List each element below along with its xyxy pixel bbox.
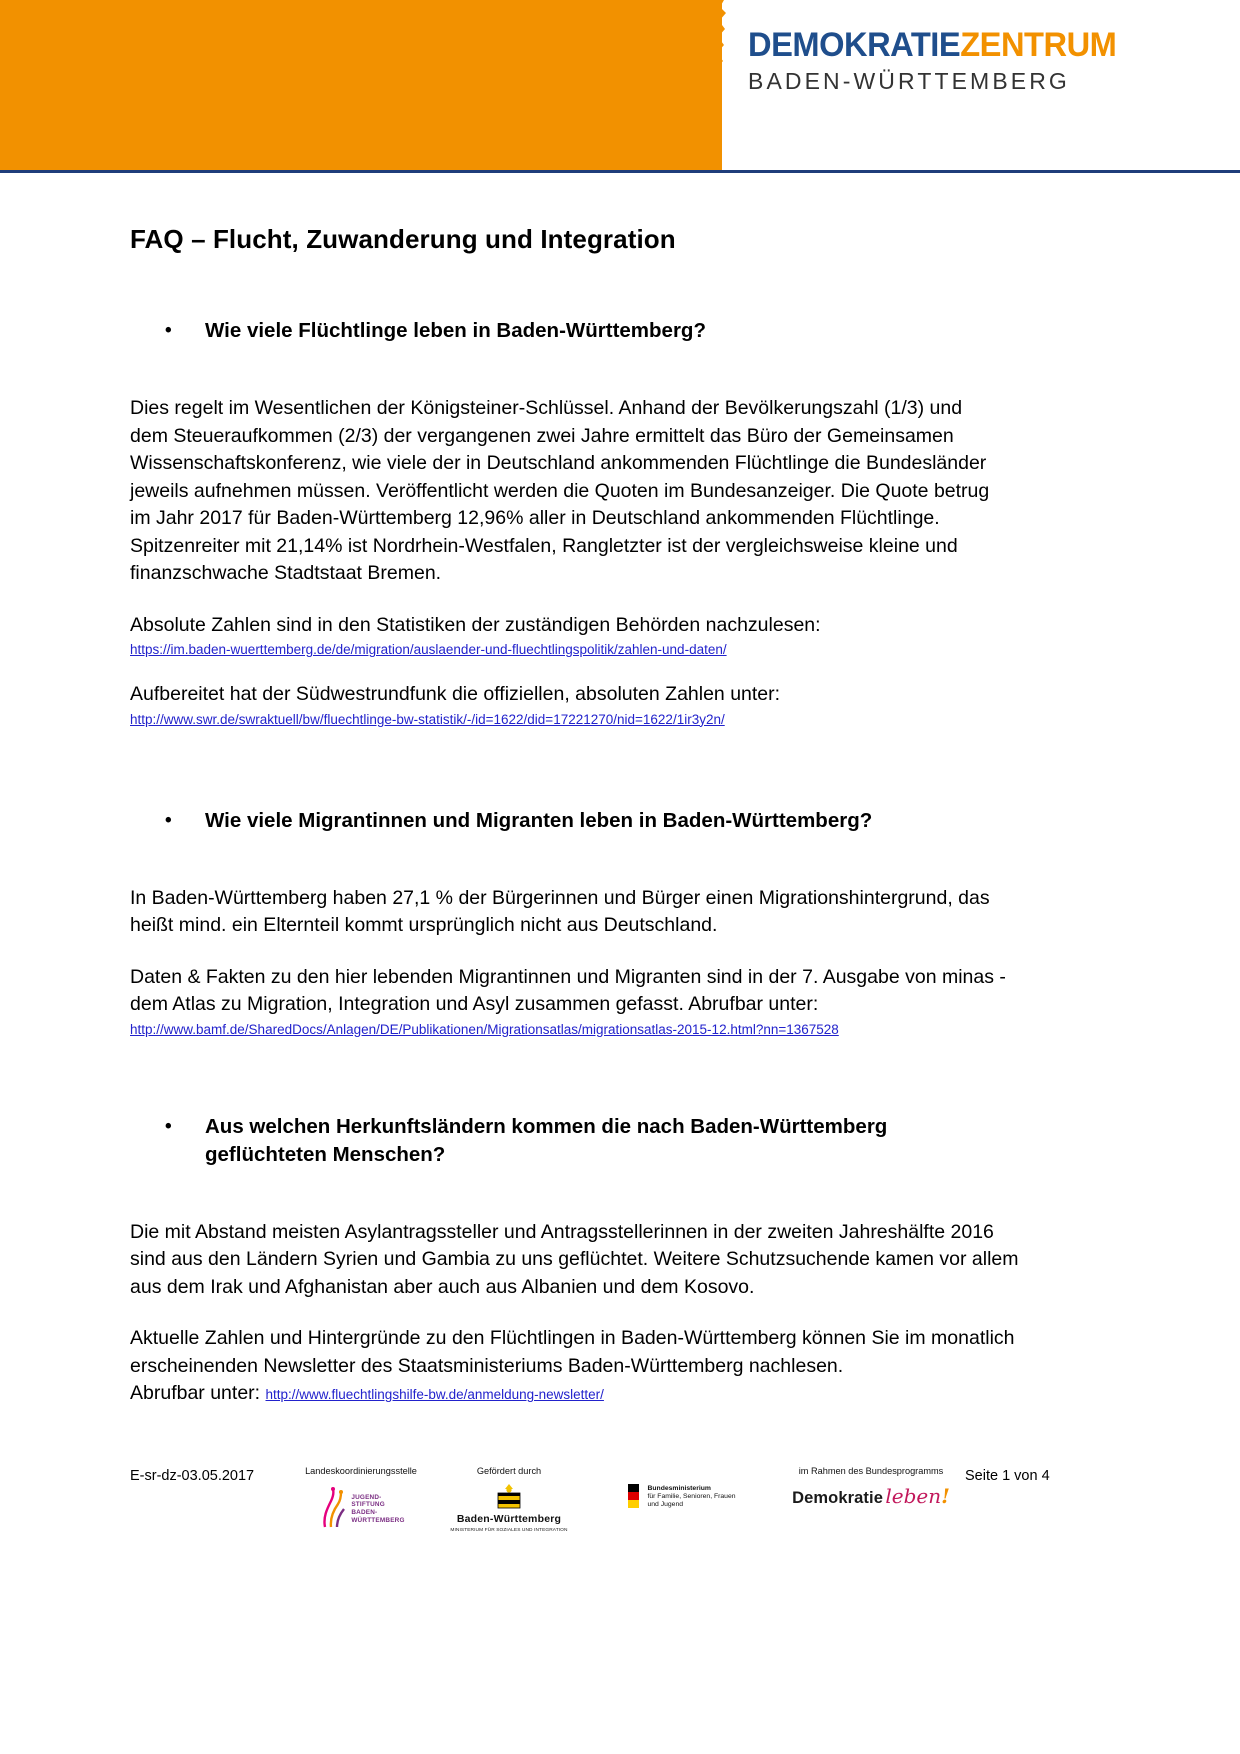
faq-question-3	[165, 1113, 1000, 1169]
footer-logo3-line1: Bundesministerium	[647, 1484, 711, 1492]
faq-link-1-1[interactable]: https://im.baden-wuerttemberg.de/de/migration/auslaender-und-fluechtlingspolitik/zahlen-und-daten/	[130, 642, 727, 657]
faq-link-2-1[interactable]: http://www.bamf.de/SharedDocs/Anlagen/DE/Publikationen/Migrationsatlas/migrationsatlas-2015-12.html?nn=1367528	[130, 1021, 839, 1037]
footer-logo-land-bw	[434, 1466, 584, 1536]
baden-wuerttemberg-crest-icon	[492, 1483, 526, 1511]
footer-logo1-name-line4: WÜRTTEMBERG	[351, 1516, 405, 1524]
bullet-icon: •	[165, 320, 172, 341]
faq-question-2-text: Wie viele Migrantinnen und Migranten leben in Baden-Württemberg?	[205, 808, 873, 832]
german-flag-icon	[626, 1482, 642, 1512]
footer-logo-demokratie-leben	[776, 1466, 966, 1506]
header-orange-band	[0, 0, 722, 170]
faq-section-3	[0, 1113, 1240, 1409]
page-title: FAQ – Flucht, Zuwanderung und Integration	[130, 224, 676, 254]
faq-answer-1-paragraph-1: Dies regelt im Wesentlichen der Königsteiner-Schlüssel. Anhand der Bevölkerungszahl (1/3) und dem Steueraufkommen (2/3) der vergangenen zwei Jahre ermittelt das Büro der Gemeinsamen Wissenschaftskonferenz, wie viele der in Deutschland ankommenden Flüchtlinge die Bundesländer jeweils aufnehmen müssen. Veröffentlicht werden die Quoten im Bundesanzeiger. Die Quote betrug im Jahr 2017 für Baden-Württemberg 12,96% aller in Deutschland ankommenden Flüchtlinge. Spitzenreiter mit 21,14% ist Nordrhein-Westfalen, Rangletzter ist der vergleichsweise kleine und finanzschwache Stadtstaat Bremen.	[130, 397, 990, 584]
jugendstiftung-mark-icon	[317, 1487, 347, 1531]
footer-logo-strip	[286, 1448, 950, 1556]
footer-document-code: E-sr-dz-03.05.2017	[130, 1468, 255, 1484]
footer-logo3-line2: für Familie, Senioren, Frauen	[647, 1492, 736, 1500]
organization-logo	[748, 26, 1218, 95]
faq-link-3-1[interactable]: http://www.fluechtlingshilfe-bw.de/anmeldung-newsletter/	[265, 1387, 604, 1402]
faq-answer-3-paragraph-2: Aktuelle Zahlen und Hintergründe zu den Flüchtlingen in Baden-Württemberg können Sie im monatlich erscheinenden Newsletter des Staatsministeriums Baden-Württemberg nachlesen.	[130, 1327, 1015, 1377]
footer-logo1-name-line3: BADEN-	[351, 1509, 378, 1516]
footer-logo4-name-part3: !	[941, 1484, 950, 1508]
torn-edge-decoration	[700, 0, 734, 170]
footer-logo4-caption: im Rahmen des Bundesprogramms	[798, 1466, 944, 1476]
logo-zentrum-text: ZENTRUM	[960, 26, 1117, 64]
logo-demokratie-text: DEMOKRATIE	[748, 26, 961, 64]
faq-question-1	[165, 317, 1070, 345]
footer-page-number: Seite 1 von 4	[965, 1468, 1050, 1484]
bullet-icon: •	[165, 809, 172, 831]
logo-wordmark	[748, 26, 1199, 64]
faq-link-1-2[interactable]: http://www.swr.de/swraktuell/bw/fluechtlinge-bw-statistik/-/id=1622/did=17221270/nid=1622/1ir3y2n/	[130, 711, 725, 727]
faq-answer-3-paragraph-3	[130, 1380, 1002, 1409]
faq-answer-3-link-label: Abrufbar unter:	[130, 1382, 261, 1404]
footer-logo2-sub: MINISTERIUM FÜR SOZIALES UND INTEGRATION	[450, 1528, 568, 1533]
footer-logo1-caption: Landeskoordinierungsstelle	[305, 1466, 417, 1476]
faq-section-2	[0, 807, 1240, 1039]
faq-answer-1-paragraph-3: Aufbereitet hat der Südwestrundfunk die offiziellen, absoluten Zahlen unter:	[130, 683, 781, 705]
faq-answer-1-paragraph-2: Absolute Zahlen sind in den Statistiken der zuständigen Behörden nachzulesen:	[130, 613, 821, 636]
footer-logo3-line3: und Jugend	[647, 1501, 684, 1509]
page-header	[0, 0, 1240, 172]
footer-logo1-name-line2: STIFTUNG	[351, 1501, 385, 1509]
faq-question-3-text: Aus welchen Herkunftsländern kommen die nach Baden-Württemberg geflüchteten Menschen?	[205, 1114, 888, 1166]
document-body	[0, 172, 1240, 1428]
faq-question-2	[165, 807, 1070, 835]
footer-logo2-caption: Gefördert durch	[476, 1466, 542, 1476]
footer-logo2-name: Baden-Württemberg	[456, 1513, 562, 1525]
faq-answer-2-paragraph-1: In Baden-Württemberg haben 27,1 % der Bürgerinnen und Bürger einen Migrationshintergrund, das heißt mind. ein Elternteil kommt ursprünglich nicht aus Deutschland.	[130, 886, 990, 936]
footer-logo-bmfsfj	[586, 1482, 776, 1512]
footer-logo-jugendstiftung	[286, 1466, 436, 1531]
logo-subtitle: BADEN-WÜRTTEMBERG	[748, 68, 1070, 94]
bullet-icon: •	[165, 1115, 172, 1137]
footer-logo4-name-part2: leben	[885, 1484, 942, 1508]
faq-question-1-text: Wie viele Flüchtlinge leben in Baden-Württemberg?	[205, 319, 706, 342]
faq-section-1	[0, 317, 1240, 729]
faq-answer-2-paragraph-2: Daten & Fakten zu den hier lebenden Migrantinnen und Migranten sind in der 7. Ausgabe von minas - dem Atlas zu Migration, Integration und Asyl zusammen gefasst. Abrufbar unter:	[130, 965, 1006, 1015]
footer-logo1-name-line1: JUGEND-	[351, 1493, 382, 1501]
footer-logo4-name-part1: Demokratie	[792, 1489, 883, 1507]
faq-answer-3-paragraph-1: Die mit Abstand meisten Asylantragssteller und Antragsstellerinnen in der zweiten Jahreshälfte 2016 sind aus den Ländern Syrien und Gambia zu uns geflüchtet. Weitere Schutzsuchende kamen vor allem aus dem Irak und Afghanistan aber auch aus Albanien und dem Kosovo.	[130, 1220, 1019, 1298]
page-footer	[0, 1448, 1240, 1558]
